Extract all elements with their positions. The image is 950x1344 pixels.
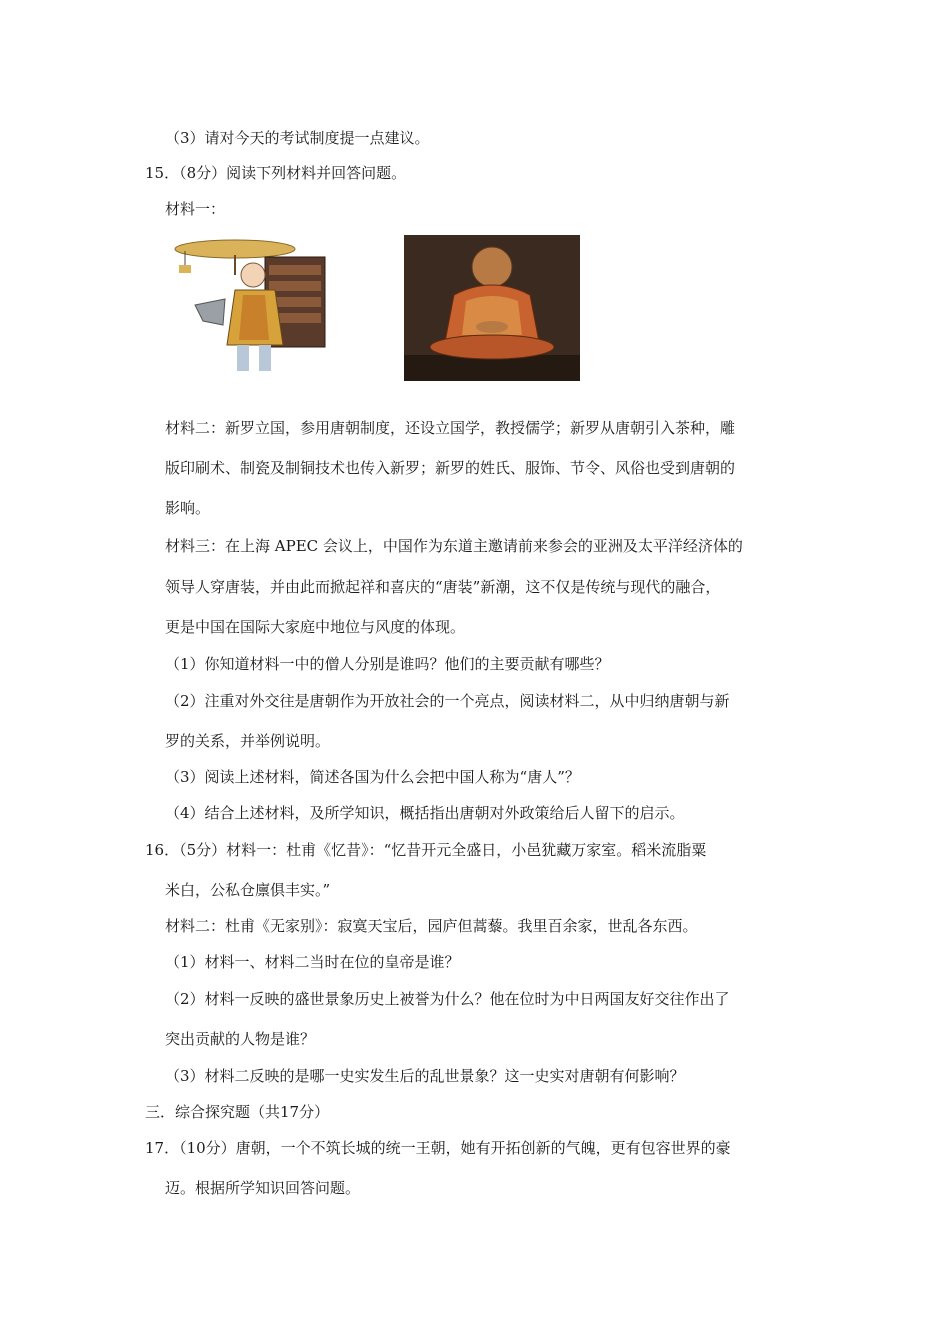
q15-material3-line1: 材料三：在上海 APEC 会议上，中国作为东道主邀请前来参会的亚洲及太平洋经济体的 <box>165 537 743 555</box>
q16-sub2-line2: 突出贡献的人物是谁？ <box>165 1030 316 1048</box>
q16-sub2-line1: （2）材料一反映的盛世景象历史上被誉为什么？他在位时为中日两国友好交往作出了 <box>165 990 730 1008</box>
monk-with-umbrella-image <box>165 235 387 381</box>
section3-title: 三．综合探究题（共17分） <box>145 1103 330 1121</box>
q15-material3-line3: 更是中国在国际大家庭中地位与风度的体现。 <box>165 618 466 636</box>
q15-material2-line3: 影响。 <box>165 499 211 517</box>
q15-material2-line2: 版印刷术、制瓷及制铜技术也传入新罗；新罗的姓氏、服饰、节令、风俗也受到唐朝的 <box>165 459 736 477</box>
q15-sub1: （1）你知道材料一中的僧人分别是谁吗？他们的主要贡献有哪些？ <box>165 655 610 673</box>
q15-sub2-line1: （2）注重对外交往是唐朝作为开放社会的一个亮点，阅读材料二，从中归纳唐朝与新 <box>165 692 730 710</box>
seated-monk-statue-image <box>404 235 580 381</box>
q16-material2: 材料二：杜甫《无家别》：寂寞天宝后，园庐但蒿藜。我里百余家，世乱各东西。 <box>165 917 698 935</box>
q15-material3-line2: 领导人穿唐装，并由此而掀起祥和喜庆的“唐装”新潮，这不仅是传统与现代的融合， <box>165 578 721 596</box>
q16-line2: 米白，公私仓廪俱丰实。” <box>165 881 331 899</box>
q15-material2-line1: 材料二：新罗立国，参用唐朝制度，还设立国学，教授儒学；新罗从唐朝引入茶种，雕 <box>165 419 736 437</box>
q15-header: 15．（8分）阅读下列材料并回答问题。 <box>145 164 407 182</box>
q15-sub2-line2: 罗的关系，并举例说明。 <box>165 732 331 750</box>
q17-line1: 17．（10分）唐朝，一个不筑长城的统一王朝，她有开拓创新的气魄，更有包容世界的豪 <box>145 1139 731 1157</box>
q14-sub3: （3）请对今天的考试制度提一点建议。 <box>165 129 430 147</box>
q15-sub4: （4）结合上述材料，及所学知识，概括指出唐朝对外政策给后人留下的启示。 <box>165 804 685 822</box>
q16-sub1: （1）材料一、材料二当时在位的皇帝是谁？ <box>165 953 460 971</box>
q15-material1-label: 材料一： <box>165 200 226 218</box>
q16-line1: 16．（5分）材料一：杜甫《忆昔》：“忆昔开元全盛日，小邑犹藏万家室。稻米流脂粟 <box>145 841 707 859</box>
q15-sub3: （3）阅读上述材料，简述各国为什么会把中国人称为“唐人”？ <box>165 768 580 786</box>
q16-sub3: （3）材料二反映的是哪一史实发生后的乱世景象？这一史实对唐朝有何影响？ <box>165 1067 685 1085</box>
q17-line2: 迈。根据所学知识回答问题。 <box>165 1179 361 1197</box>
